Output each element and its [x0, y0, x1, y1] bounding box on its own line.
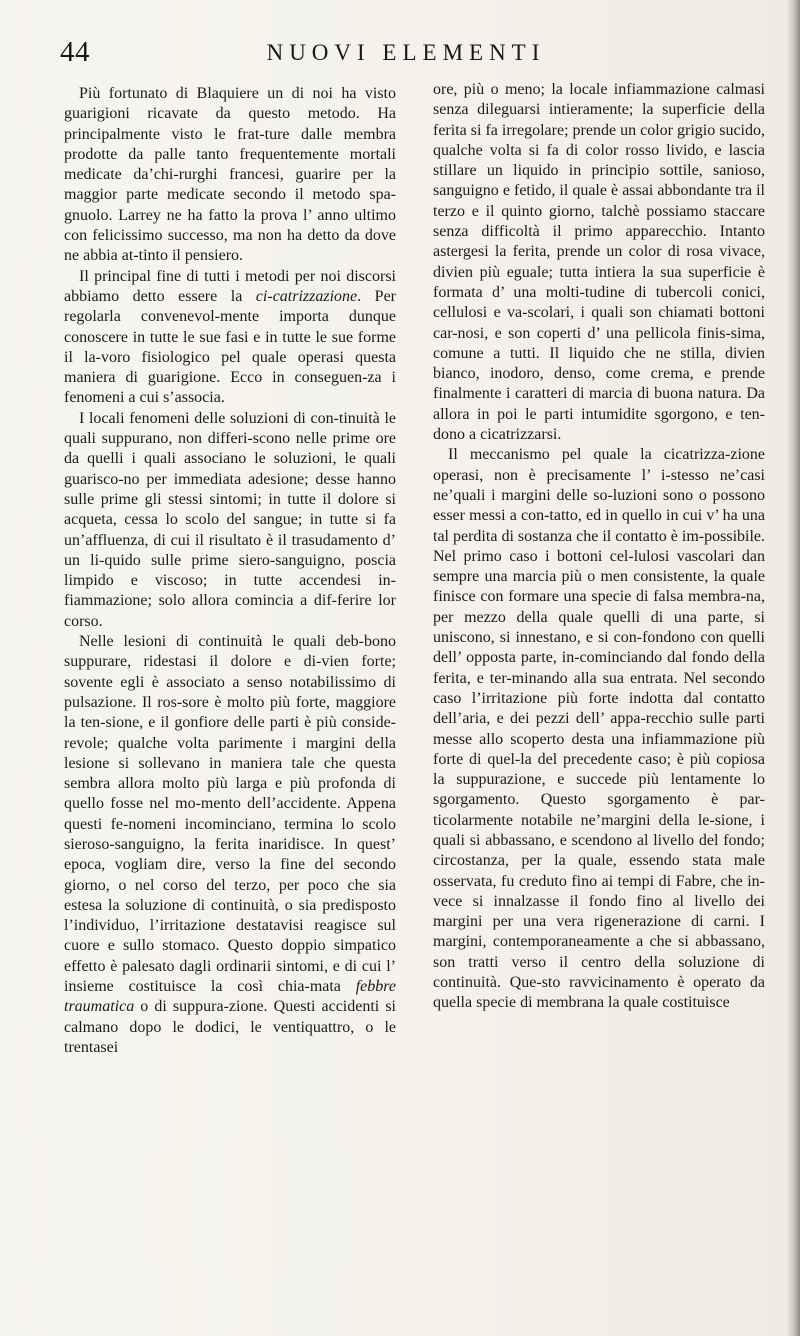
text-span: Il principal fine di tutti i metodi per noi discorsi abbiamo detto essere la: [64, 267, 396, 305]
page-edge-shadow: [786, 0, 800, 1336]
paragraph: ore, più o meno; la locale infiammazione calmasi senza dileguarsi intieramente; la superficie della ferita si fa irregolare; prende un color grigio sucido, qualche volta si fa di color rosso livido, e lascia stillare un liquido in principio sottile, sanioso, sanguigno e fetido, il quale è assai abbondante tra il terzo e il quinto giorno, talchè possiamo staccare senza difficoltà il primo apparecchio. Intanto astergesi la ferita, prende un color di rosa vivace, divien più eguale; tutta intiera la sua superficie è formata d’ una molti-tudine di tubercoli conici, cellulosi e va-scolari, i quali son chiamati bottoni car-nosi, e son coperti d’ una pellicola finis-sima, comune a tutti. Il liquido che ne stilla, divien bianco, inodoro, denso, come crema, e prende finalmente i caratteri di marcia di buona natura. Da allora in poi le parti intumidite sgorgono, e ten-dono a cicatrizzarsi.: [433, 81, 765, 444]
paragraph: Più fortunato di Blaquiere un di noi ha visto guarigioni ricavate da questo metodo. Ha principalmente visto le frat-ture dalle membra prodotte da palle tanto frequentemente mortali medicate da’chi-rurghi francesi, guarire per la maggior parte medicate secondo il metodo spa-gnuolo. Larrey ne ha fatto la prova l’ anno ultimo con felicissimo successo, ma non ha detto da dove ne abbia at-tinto il pensiero.: [64, 85, 396, 265]
page-number: 44: [60, 36, 90, 68]
right-column: [433, 80, 765, 1014]
paragraph: [64, 632, 396, 1058]
left-column: [64, 84, 396, 1058]
running-head: NUOVI ELEMENTI: [266, 40, 546, 65]
emphasis: febbre traumatica: [64, 978, 396, 1016]
emphasis: ci-catrizzazione: [255, 287, 358, 305]
paragraph: [64, 267, 396, 409]
paragraph: I locali fenomeni delle soluzioni di con-tinuità le quali suppurano, non differi-scono nelle prime ore da quelli i quali associano le soluzioni, le quali guarisco-no per immediata adesione; desse hanno sulle prime gli stessi sintomi; in tutte il dolore si acqueta, cessa lo scolo del sangue; in tutte si fa un’affluenza, di cui il risultato è il trasudamento d’ un li-quido sulle prime siero-sanguigno, poscia limpido e viscoso; in tutte accendesi in-fiammazione; solo allora comincia a dif-ferire lor corso.: [64, 409, 396, 630]
text-span: Nelle lesioni di continuità le quali deb-bono suppurare, ridestasi il dolore e di-vien forte; sovente egli è associato a senso notabilissimo di pulsazione. Il ros-sore è molto più forte, maggiore la ten-sione, e il gonfiore delle parti è più conside-revole; qualche volta parimente i margini della lesione si sollevano in maniera tale che questa sembra allora molto più larga e più profonda di quello fosse nel mo-mento dell’accidente. Appena questi fe-nomeni incominciano, termina lo scolo sieroso-sanguigno, la ferita inaridisce. In quest’ epoca, vogliam dire, verso la fine del secondo giorno, o nel corso del terzo, per poco che sia estesa la soluzione di continuità, o sia predisposto l’individuo, l’irritazione destatavisi reagisce sul cuore e sullo stomaco. Questo doppio simpatico effetto è palesato dagli ordinarii sintomi, e di cui l’ insieme costituisce la così chia-mata: [64, 633, 396, 996]
paragraph: Il meccanismo pel quale la cicatrizza-zione operasi, non è precisamente l’ i-stesso ne’casi ne’quali i margini delle so-luzioni sono o possono esser messi a con-tatto, ed in quello in cui v’ ha una tal perdita di sostanza che il contatto è im-possibile. Nel primo caso i bottoni cel-lulosi vascolari dan sempre una marcia più o men consistente, la quale finisce con formare una specie di falsa membra-na, per mezzo della quale quelli di una parte, si uniscono, si innestano, e si con-fondono con quelli dell’ opposta parte, in-cominciando dal fondo della ferita, e ter-minando alla sua entrata. Nel secondo caso l’irritazione più forte indotta dal contatto dell’aria, e dei pezzi dell’ appa-recchio sulle parti messe allo scoperto desta una infiammazione più forte di quel-la del precedente caso; è più copiosa la suppurazione, e succede più lentamente lo sgorgamento. Questo sgorgamento è par-ticolarmente notabile ne’margini della le-sione, i quali si abbassano, e scendono al livello del fondo; circostanza, per la quale, essendo stata male osservata, fu creduto fino ai tempi di Fabre, che in-vece si innalzasse il fondo fino al livello dei margini per una vera rigenerazione di carni. I margini, contemporaneamente a che si abbassano, son tratti verso il centro della soluzione di continuità. Que-sto ravvicinamento è operato da quella specie di membrana la quale costituisce: [433, 446, 765, 1012]
text-span: . Per regolarla convenevol-mente importa dunque conoscere in tutte le sue fasi e in tutte le sue forme il la-voro fisiologico pel quale operasi questa maniera di guarigione. Ecco in conseguen-za i fenomeni a cui s’associa.: [64, 287, 397, 407]
text-span: o di suppura-zione. Questi accidenti si calmano dopo le dodici, le ventiquattro, o le trentasei: [64, 998, 396, 1056]
